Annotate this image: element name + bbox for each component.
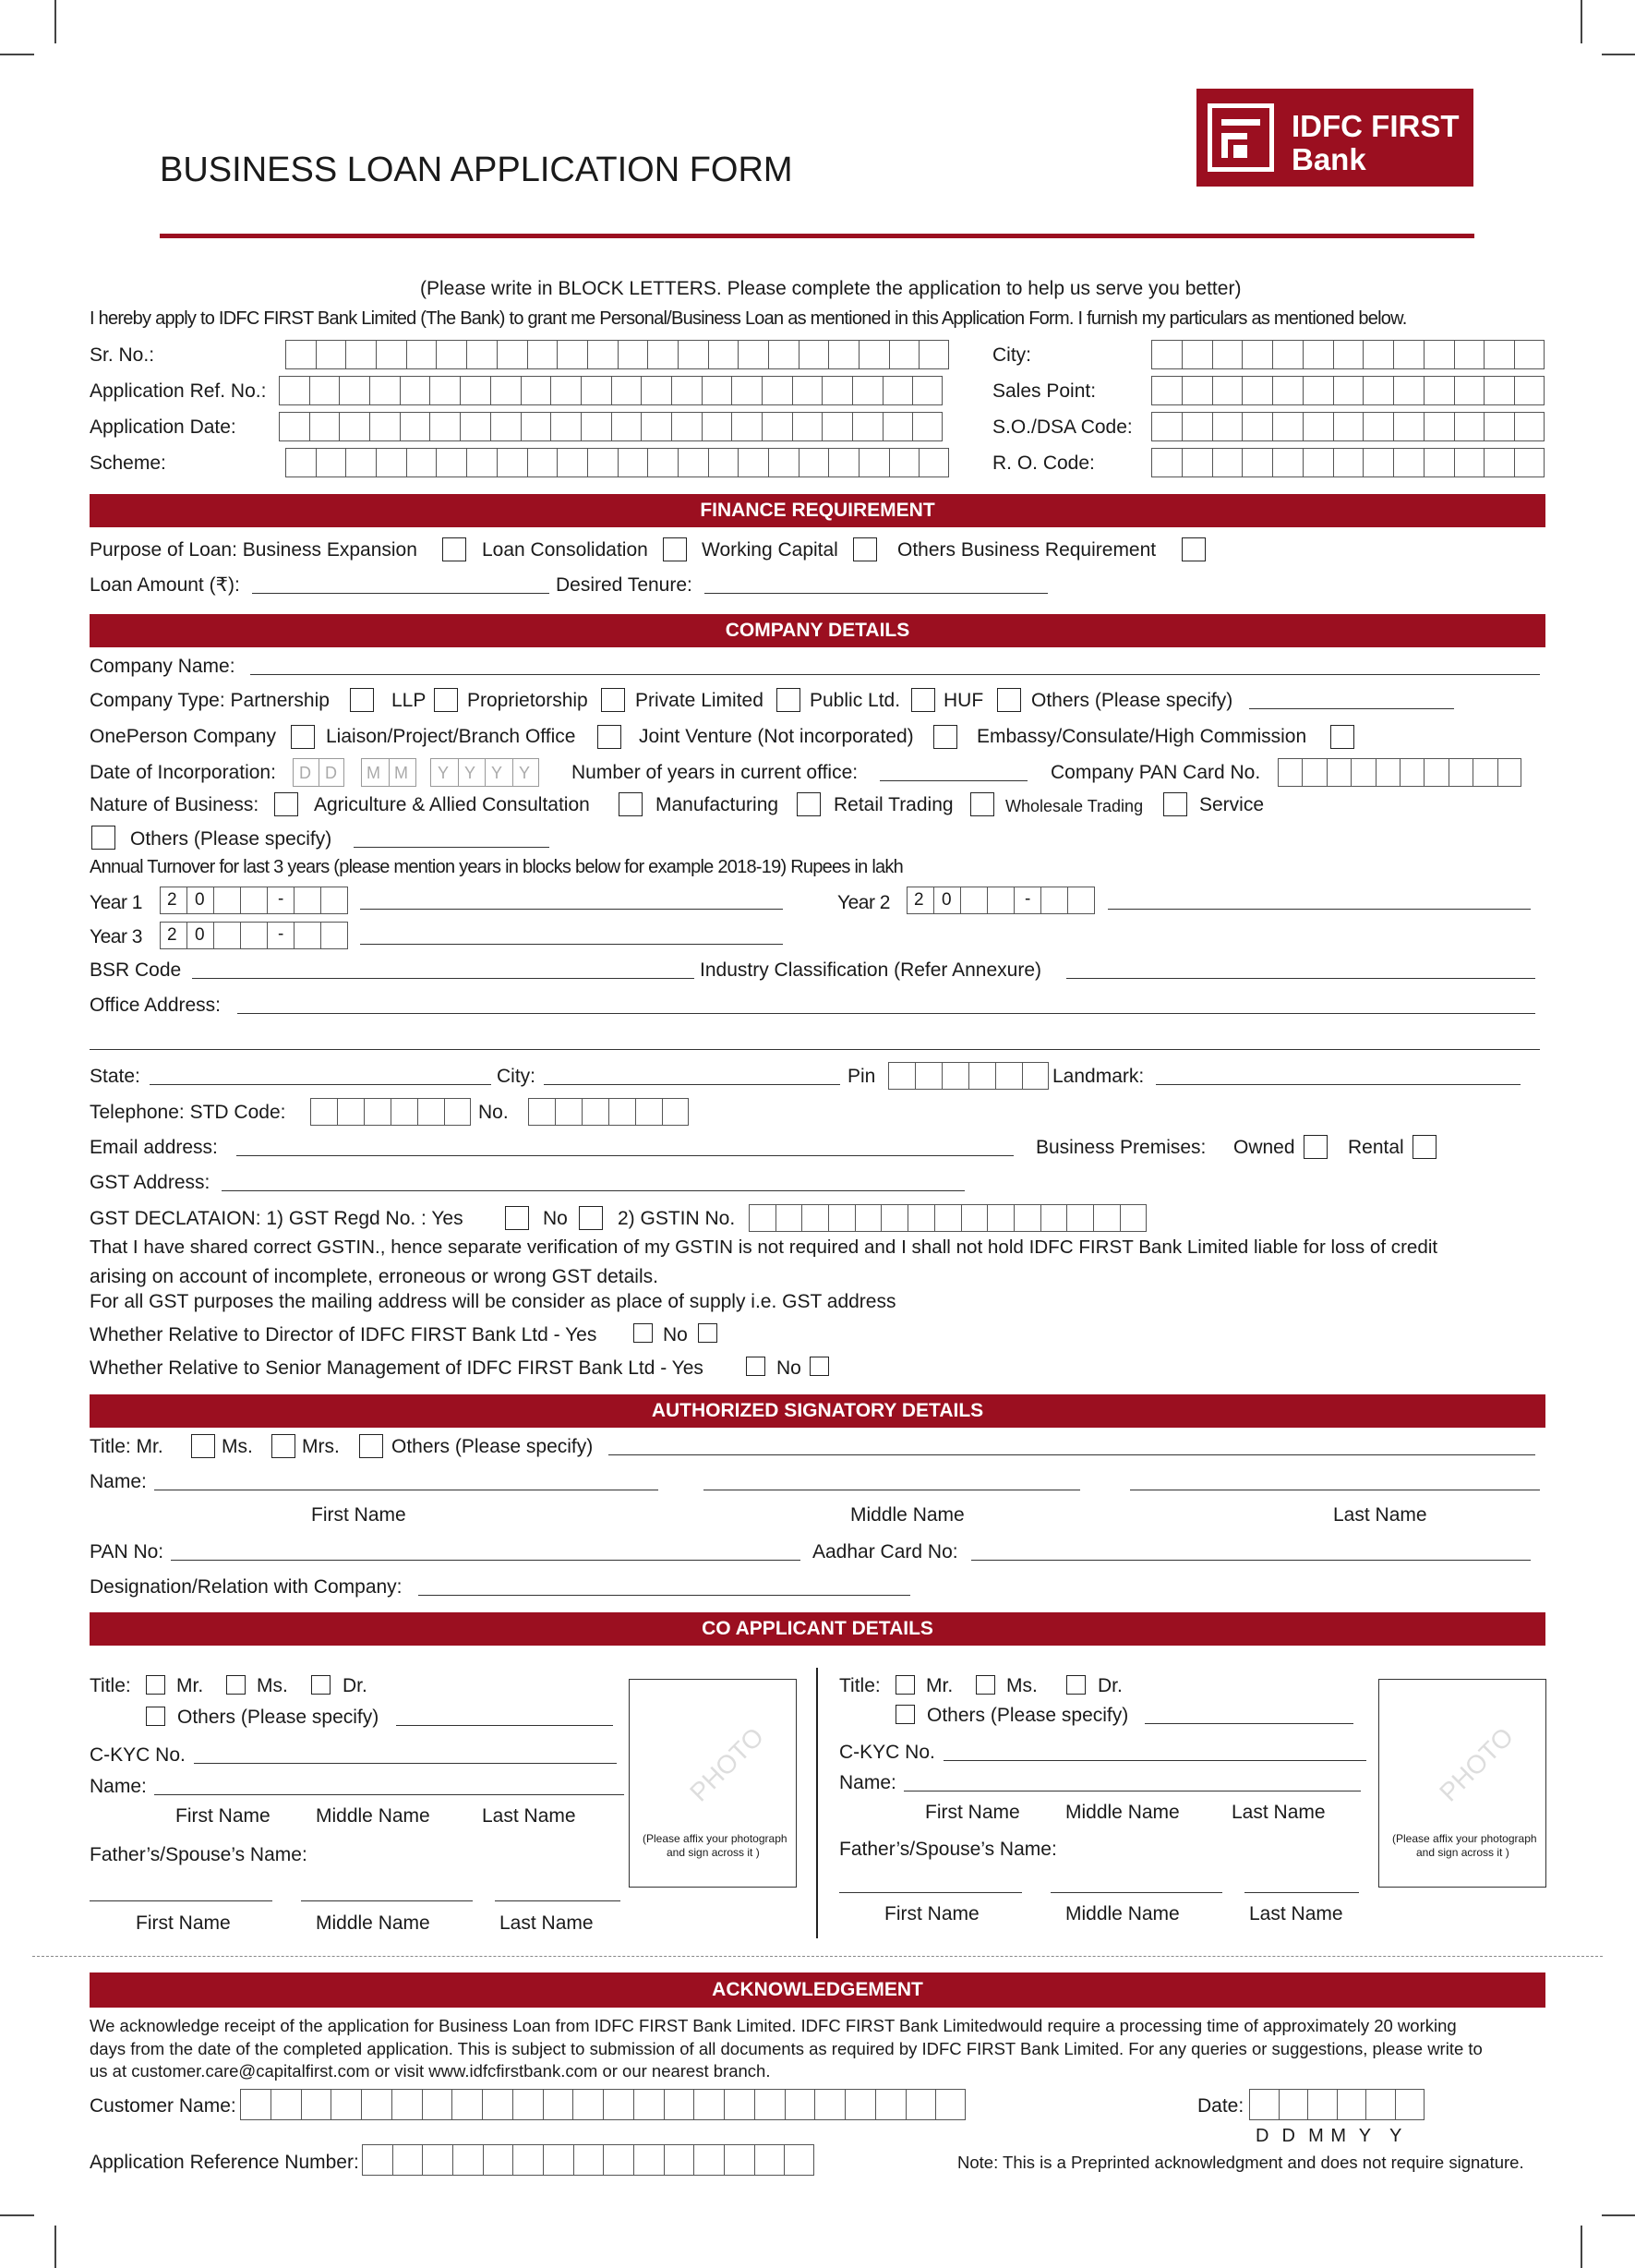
tenure-label: Desired Tenure:: [556, 574, 692, 596]
doi-year-placeholder: Y: [491, 764, 503, 782]
logo-text-line1: IDFC FIRST: [1292, 109, 1460, 143]
retail-checkbox[interactable]: [970, 792, 994, 816]
state-line[interactable]: [150, 1084, 491, 1085]
gst-declaration-text: That I have shared correct GSTIN., hence separate verification of my GSTIN is not required and I shall not hold IDFC FIRST Bank Limited liable for loss of credit: [90, 1237, 1438, 1258]
others-type-line[interactable]: [1249, 708, 1454, 709]
landmark-label: Landmark:: [1052, 1066, 1145, 1087]
others-requirement-checkbox[interactable]: [1182, 537, 1206, 561]
industry-label: Industry Classification (Refer Annexure): [700, 959, 1041, 981]
address-city-line[interactable]: [544, 1084, 840, 1085]
nature-others-label: Others (Please specify): [130, 828, 332, 850]
gstin-boxes[interactable]: [749, 1204, 1147, 1232]
doi-year-placeholder: Y: [519, 764, 531, 782]
co2-father-middle-caption: Middle Name: [1065, 1903, 1180, 1924]
year1-digit: 0: [195, 890, 205, 910]
co-applicant-heading: CO APPLICANT DETAILS: [90, 1612, 1545, 1646]
rel-director-no-checkbox[interactable]: [698, 1323, 717, 1343]
tel-no-boxes[interactable]: [528, 1098, 689, 1126]
ack-text: us at customer.care@capitalfirst.com or visit www.idfcfirstbank.com or our nearest branch.: [90, 2061, 771, 2081]
company-heading: COMPANY DETAILS: [90, 614, 1545, 647]
others-requirement-label: Others Business Requirement: [897, 539, 1157, 561]
ack-app-ref-label: Application Reference Number:: [90, 2152, 359, 2173]
sig-aadhar-line[interactable]: [971, 1560, 1531, 1561]
app-ref-boxes[interactable]: [279, 376, 944, 405]
co1-others-checkbox[interactable]: [146, 1707, 165, 1726]
gst-declaration-text: For all GST purposes the mailing address will be consider as place of supply i.e. GST address: [90, 1291, 896, 1312]
years-current-label: Number of years in current office:: [571, 762, 859, 783]
co1-dr-checkbox[interactable]: [311, 1675, 331, 1695]
company-name-label: Company Name:: [90, 656, 235, 677]
sig-first-name-caption: First Name: [311, 1504, 406, 1526]
co2-ckyc-label: C-KYC No.: [839, 1742, 935, 1763]
liaison-label: Liaison/Project/Branch Office: [326, 726, 576, 747]
ack-app-ref-boxes[interactable]: [362, 2144, 814, 2176]
rel-senior-no-label: No: [776, 1357, 801, 1379]
co2-dr-checkbox[interactable]: [1066, 1675, 1086, 1695]
private-ltd-label: Private Limited: [635, 690, 763, 711]
page-title: BUSINESS LOAN APPLICATION FORM: [160, 151, 793, 189]
crop-mark: [1602, 54, 1635, 55]
nature-others-checkbox[interactable]: [91, 826, 115, 850]
rental-label: Rental: [1348, 1137, 1404, 1158]
embassy-checkbox[interactable]: [1330, 725, 1354, 749]
agri-label: Agriculture & Allied Consultation: [314, 794, 590, 815]
tel-no-label: No.: [478, 1102, 509, 1123]
ack-date-boxes[interactable]: [1249, 2089, 1425, 2120]
co2-first-caption: First Name: [925, 1802, 1020, 1823]
co1-father-middle-line[interactable]: [301, 1900, 473, 1901]
years-current-line[interactable]: [880, 780, 1028, 781]
huf-label: HUF: [944, 690, 984, 711]
year2-dash: -: [1025, 889, 1031, 909]
co2-mr-checkbox[interactable]: [896, 1675, 915, 1695]
crop-mark: [54, 2226, 56, 2268]
co2-father-first-line[interactable]: [839, 1892, 1022, 1893]
co2-photo-note: (Please affix your photograph: [1392, 1832, 1537, 1845]
logo-mark-icon: [1208, 103, 1274, 172]
office-address-label: Office Address:: [90, 995, 222, 1016]
sig-title-label: Title: Mr.: [90, 1436, 163, 1457]
std-code-boxes[interactable]: [310, 1098, 471, 1126]
co1-ckyc-line[interactable]: [194, 1763, 617, 1764]
year1-label: Year 1: [90, 892, 142, 913]
ack-text: We acknowledge receipt of the application for Business Loan from IDFC FIRST Bank Limited. IDFC FIRST Bank Limitedwould require a processing time of approximately 20 working: [90, 2016, 1457, 2035]
year2-digit: 2: [914, 890, 924, 910]
dsa-code-label: S.O./DSA Code:: [992, 416, 1133, 438]
embassy-label: Embassy/Consulate/High Commission: [977, 726, 1307, 747]
one-person-label: OnePerson Company: [90, 726, 276, 747]
others-type-label: Others (Please specify): [1031, 690, 1233, 711]
sig-mr-checkbox[interactable]: [191, 1434, 215, 1458]
header-divider: [160, 234, 1474, 238]
year2-boxes[interactable]: [907, 887, 1095, 914]
public-ltd-checkbox[interactable]: [911, 688, 935, 712]
doi-day-placeholder: D: [299, 764, 311, 782]
app-date-label: Application Date:: [90, 416, 236, 438]
crop-mark: [1581, 2226, 1582, 2268]
co1-photo-note: and sign across it ): [667, 1846, 760, 1859]
doi-label: Date of Incorporation:: [90, 762, 276, 783]
landmark-line[interactable]: [1156, 1084, 1521, 1085]
app-ref-label: Application Ref. No.:: [90, 380, 267, 402]
sig-pan-label: PAN No:: [90, 1541, 164, 1562]
year3-boxes[interactable]: [160, 922, 348, 949]
co2-title-label: Title:: [839, 1675, 881, 1696]
proprietorship-label: Proprietorship: [467, 690, 588, 711]
sig-name-label: Name:: [90, 1471, 147, 1492]
tear-off-line: [32, 1956, 1603, 1957]
co1-father-middle-caption: Middle Name: [316, 1912, 430, 1934]
ack-heading: ACKNOWLEDGEMENT: [90, 1972, 1545, 2008]
co1-title-label: Title:: [90, 1675, 131, 1696]
industry-line[interactable]: [1066, 978, 1535, 979]
co2-dr-label: Dr.: [1098, 1675, 1123, 1696]
doi-day-placeholder: D: [325, 764, 337, 782]
telephone-label: Telephone: STD Code:: [90, 1102, 286, 1123]
scheme-boxes[interactable]: [285, 448, 950, 477]
sales-point-boxes[interactable]: [1151, 376, 1545, 405]
co2-ms-label: Ms.: [1006, 1675, 1038, 1696]
finance-heading: FINANCE REQUIREMENT: [90, 494, 1545, 527]
sig-designation-line[interactable]: [418, 1595, 910, 1596]
city-label: City:: [992, 344, 1031, 366]
co1-father-first-line[interactable]: [90, 1900, 272, 1901]
co2-middle-caption: Middle Name: [1065, 1802, 1180, 1823]
co1-name-line[interactable]: [154, 1794, 624, 1795]
one-person-checkbox[interactable]: [291, 725, 315, 749]
gst-yes-checkbox[interactable]: [505, 1206, 529, 1230]
working-capital-label: Working Capital: [702, 539, 838, 561]
co2-father-label: Father’s/Spouse’s Name:: [839, 1839, 1057, 1860]
sig-middle-name-caption: Middle Name: [850, 1504, 965, 1526]
pin-boxes[interactable]: [888, 1062, 1049, 1090]
gst-address-line[interactable]: [222, 1190, 965, 1191]
co2-others-line[interactable]: [1145, 1723, 1353, 1724]
premises-label: Business Premises:: [1036, 1137, 1207, 1158]
sales-point-label: Sales Point:: [992, 380, 1097, 402]
tenure-line[interactable]: [704, 593, 1048, 594]
gstin-label: 2) GSTIN No.: [618, 1208, 736, 1229]
year3-digit: 0: [195, 925, 205, 945]
sig-ms-checkbox[interactable]: [271, 1434, 295, 1458]
co-applicant-divider: [816, 1668, 818, 1938]
year3-digit: 2: [167, 925, 177, 945]
joint-venture-checkbox[interactable]: [933, 725, 957, 749]
co2-father-last-line[interactable]: [1244, 1892, 1359, 1893]
loan-consolidation-checkbox[interactable]: [663, 537, 687, 561]
doi-year-placeholder: Y: [464, 764, 476, 782]
co1-mr-checkbox[interactable]: [146, 1675, 165, 1695]
ack-note: Note: This is a Preprinted acknowledgment and does not require signature.: [957, 2153, 1524, 2172]
co2-photo-note: and sign across it ): [1416, 1846, 1509, 1859]
signatory-heading: AUTHORIZED SIGNATORY DETAILS: [90, 1394, 1545, 1428]
purpose-label: Purpose of Loan: Business Expansion: [90, 539, 417, 561]
ack-date-format: D D M M Y Y: [1256, 2126, 1403, 2146]
joint-venture-label: Joint Venture (Not incorporated): [639, 726, 914, 747]
service-label: Service: [1199, 794, 1265, 815]
working-capital-checkbox[interactable]: [853, 537, 877, 561]
co1-ms-checkbox[interactable]: [226, 1675, 246, 1695]
city-boxes[interactable]: [1151, 340, 1545, 369]
logo-text-line2: Bank: [1292, 142, 1366, 176]
rel-senior-no-checkbox[interactable]: [810, 1357, 829, 1376]
private-ltd-checkbox[interactable]: [776, 688, 800, 712]
bsr-label: BSR Code: [90, 959, 182, 981]
proprietorship-checkbox[interactable]: [601, 688, 625, 712]
gst-decl-label: GST DECLATAION: 1) GST Regd No. : Yes: [90, 1208, 463, 1229]
co1-first-caption: First Name: [175, 1805, 270, 1827]
year1-dash: -: [278, 889, 284, 909]
gst-no-checkbox[interactable]: [579, 1206, 603, 1230]
company-name-line[interactable]: [250, 674, 1540, 675]
co1-name-label: Name:: [90, 1776, 147, 1797]
nature-label: Nature of Business:: [90, 794, 259, 815]
llp-label: LLP: [391, 690, 427, 711]
sig-aadhar-label: Aadhar Card No:: [812, 1541, 958, 1562]
crop-mark: [0, 2214, 34, 2216]
nature-others-line[interactable]: [354, 847, 549, 848]
rel-senior-yes-checkbox[interactable]: [746, 1357, 765, 1376]
loan-amount-label: Loan Amount (₹):: [90, 574, 240, 596]
co2-mr-label: Mr.: [926, 1675, 954, 1696]
co2-last-caption: Last Name: [1232, 1802, 1326, 1823]
year2-line[interactable]: [1108, 909, 1531, 910]
bank-logo: [1196, 89, 1473, 187]
block-letters-note: (Please write in BLOCK LETTERS. Please complete the application to help us serve you better): [420, 278, 1242, 299]
office-address-line-2[interactable]: [90, 1049, 1540, 1050]
crop-mark: [1581, 0, 1582, 43]
ro-code-label: R. O. Code:: [992, 452, 1095, 474]
year1-boxes[interactable]: [160, 887, 348, 914]
sig-others-label: Others (Please specify): [391, 1436, 594, 1457]
public-ltd-label: Public Ltd.: [810, 690, 901, 711]
co1-last-caption: Last Name: [482, 1805, 576, 1827]
co1-father-label: Father’s/Spouse’s Name:: [90, 1844, 307, 1865]
llp-checkbox[interactable]: [434, 688, 458, 712]
gst-declaration-text: arising on account of incomplete, erroneous or wrong GST details.: [90, 1266, 658, 1287]
owned-label: Owned: [1233, 1137, 1295, 1158]
scheme-label: Scheme:: [90, 452, 166, 474]
co1-mr-label: Mr.: [176, 1675, 204, 1696]
year1-digit: 2: [167, 890, 177, 910]
loan-consolidation-label: Loan Consolidation: [482, 539, 648, 561]
year3-dash: -: [278, 924, 284, 944]
company-type-label: Company Type: Partnership: [90, 690, 330, 711]
crop-mark: [1602, 2214, 1635, 2216]
ack-customer-name-label: Customer Name:: [90, 2095, 236, 2117]
sig-last-name-caption: Last Name: [1333, 1504, 1427, 1526]
sig-pan-line[interactable]: [171, 1560, 800, 1561]
co1-father-last-caption: Last Name: [499, 1912, 594, 1934]
crop-mark: [54, 0, 56, 43]
loan-amount-line[interactable]: [252, 593, 549, 594]
year3-line[interactable]: [360, 944, 783, 945]
app-date-boxes[interactable]: [279, 412, 944, 441]
doi-year-placeholder: Y: [438, 764, 450, 782]
email-line[interactable]: [236, 1155, 1014, 1156]
state-label: State:: [90, 1066, 140, 1087]
wholesale-label: Wholesale Trading: [1005, 797, 1144, 815]
co1-photo-note: (Please affix your photograph: [643, 1832, 787, 1845]
sig-ms-label: Ms.: [222, 1436, 253, 1457]
manufacturing-label: Manufacturing: [655, 794, 779, 815]
co2-others-checkbox[interactable]: [896, 1705, 915, 1724]
owned-checkbox[interactable]: [1304, 1135, 1328, 1159]
rel-director-no-label: No: [663, 1324, 688, 1345]
ack-text: days from the date of the completed application. This is subject to submission of all documents as required by IDFC FIRST Bank Limited. For any queries or suggestions, please write to: [90, 2039, 1483, 2058]
year3-label: Year 3: [90, 926, 142, 947]
pan-card-boxes[interactable]: [1278, 758, 1521, 787]
sig-designation-label: Designation/Relation with Company:: [90, 1576, 403, 1598]
address-city-label: City:: [497, 1066, 535, 1087]
retail-label: Retail Trading: [834, 794, 954, 815]
email-label: Email address:: [90, 1137, 218, 1158]
rental-checkbox[interactable]: [1413, 1135, 1437, 1159]
ack-customer-name-boxes[interactable]: [240, 2089, 966, 2120]
co2-father-first-caption: First Name: [884, 1903, 980, 1924]
bsr-line[interactable]: [192, 978, 694, 979]
wholesale-checkbox[interactable]: [1163, 792, 1187, 816]
doi-month-placeholder: M: [394, 764, 408, 782]
sr-no-boxes[interactable]: [285, 340, 950, 369]
pin-label: Pin: [848, 1066, 876, 1087]
co1-others-label: Others (Please specify): [177, 1707, 379, 1728]
huf-checkbox[interactable]: [997, 688, 1021, 712]
year1-line[interactable]: [360, 909, 783, 910]
agri-checkbox[interactable]: [619, 792, 643, 816]
pan-card-label: Company PAN Card No.: [1051, 762, 1261, 783]
co1-ckyc-label: C-KYC No.: [90, 1744, 186, 1766]
co2-ckyc-line[interactable]: [944, 1760, 1366, 1761]
co1-others-line[interactable]: [396, 1725, 613, 1726]
co1-dr-label: Dr.: [343, 1675, 367, 1696]
co1-photo-watermark: PHOTO: [684, 1721, 770, 1807]
ro-code-boxes[interactable]: [1151, 448, 1545, 477]
declaration-text: I hereby apply to IDFC FIRST Bank Limited (The Bank) to grant me Personal/Business Loan as mentioned in this Application Form. I furnish my particulars as mentioned below.: [90, 308, 1407, 329]
partnership-checkbox[interactable]: [350, 688, 374, 712]
gst-address-label: GST Address:: [90, 1172, 210, 1193]
rel-director-yes-checkbox[interactable]: [633, 1323, 653, 1343]
rel-senior-label: Whether Relative to Senior Management of IDFC FIRST Bank Ltd - Yes: [90, 1357, 703, 1379]
sr-no-label: Sr. No.:: [90, 344, 155, 366]
year2-label: Year 2: [837, 892, 890, 913]
co1-father-last-line[interactable]: [495, 1900, 620, 1901]
co2-father-middle-line[interactable]: [1051, 1892, 1222, 1893]
co1-ms-label: Ms.: [257, 1675, 288, 1696]
liaison-checkbox[interactable]: [597, 725, 621, 749]
manufacturing-checkbox[interactable]: [797, 792, 821, 816]
business-expansion-checkbox[interactable]: [442, 537, 466, 561]
sig-mrs-checkbox[interactable]: [359, 1434, 383, 1458]
co2-photo-watermark: PHOTO: [1434, 1721, 1520, 1807]
co2-name-label: Name:: [839, 1772, 896, 1793]
office-address-line[interactable]: [237, 1013, 1535, 1014]
year2-digit: 0: [942, 890, 952, 910]
co2-ms-checkbox[interactable]: [976, 1675, 995, 1695]
rel-director-label: Whether Relative to Director of IDFC FIRST Bank Ltd - Yes: [90, 1324, 597, 1345]
co1-father-first-caption: First Name: [136, 1912, 231, 1934]
turnover-note: Annual Turnover for last 3 years (please mention years in blocks below for example 2018-19) Rupees in lakh: [90, 857, 904, 877]
sig-others-line[interactable]: [608, 1454, 1535, 1455]
crop-mark: [0, 54, 34, 55]
gst-no-label: No: [543, 1208, 568, 1229]
dsa-code-boxes[interactable]: [1151, 412, 1545, 441]
co2-others-label: Others (Please specify): [927, 1705, 1129, 1726]
co2-father-last-caption: Last Name: [1249, 1903, 1343, 1924]
sig-mrs-label: Mrs.: [302, 1436, 340, 1457]
ack-date-label: Date:: [1197, 2095, 1244, 2117]
nature-checkbox[interactable]: [274, 792, 298, 816]
co1-middle-caption: Middle Name: [316, 1805, 430, 1827]
doi-month-placeholder: M: [367, 764, 380, 782]
